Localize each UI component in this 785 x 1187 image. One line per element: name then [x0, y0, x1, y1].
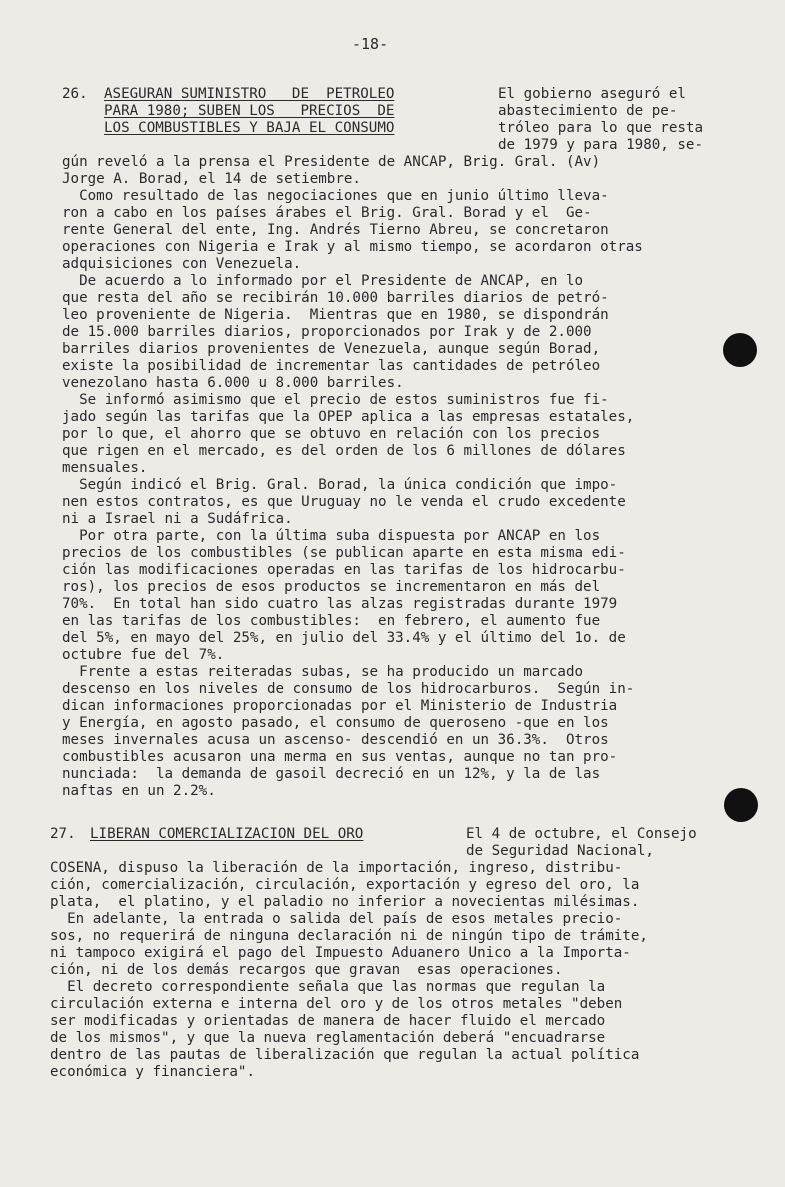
item-26-intro-line: de 1979 y para 1980, se- [498, 137, 703, 153]
item-26-body-line: por lo que, el ahorro que se obtuvo en relación con los precios [62, 426, 601, 442]
item-26-body-line: de 15.000 barriles diarios, proporcionados por Irak y de 2.000 [62, 324, 592, 340]
item-26-body-line: leo proveniente de Nigeria. Mientras que en 1980, se dispondrán [62, 307, 609, 323]
punch-hole [724, 788, 758, 822]
item-26-body-line: Según indicó el Brig. Gral. Borad, la única condición que impo- [62, 477, 618, 493]
item-26-body-line: ción las modificaciones operadas en las tarifas de los hidrocarbu- [62, 562, 626, 578]
item-26-body-line: del 5%, en mayo del 25%, en julio del 33.4% y el último del 1o. de [62, 630, 626, 646]
item-27-body-line: En adelante, la entrada o salida del país de esos metales precio- [50, 911, 623, 927]
item-26-body-line: precios de los combustibles (se publican aparte en esta misma edi- [62, 545, 626, 561]
item-26-body-line: existe la posibilidad de incrementar las cantidades de petróleo [62, 358, 601, 374]
item-26-body-line: combustibles acusaron una merma en sus ventas, aunque no tan pro- [62, 749, 618, 765]
item-27-body-line: económica y financiera". [50, 1064, 255, 1080]
item-26-body-line: barriles diarios provenientes de Venezuela, aunque según Borad, [62, 341, 601, 357]
item-26-intro-line: abastecimiento de pe- [498, 103, 678, 119]
item-27-body-line: ción, ni de los demás recargos que gravan esas operaciones. [50, 962, 563, 978]
item-26-body-line: mensuales. [62, 460, 148, 476]
item-26-heading-line: ASEGURAN SUMINISTRO DE PETROLEO [104, 86, 395, 102]
item-27-body-line: ción, comercialización, circulación, exportación y egreso del oro, la [50, 877, 640, 893]
item-27-body-line: plata, el platino, y el paladio no inferior a novecientas milésimas. [50, 894, 640, 910]
item-26-body-line: Se informó asimismo que el precio de estos suministros fue fi- [62, 392, 609, 408]
item-26-intro-line: tróleo para lo que resta [498, 120, 703, 136]
item-26-body-line: Como resultado de las negociaciones que en junio último lleva- [62, 188, 609, 204]
item-27-body-line: El decreto correspondiente señala que las normas que regulan la [50, 979, 606, 995]
item-26-body-line: nunciada: la demanda de gasoil decreció en un 12%, y la de las [62, 766, 601, 782]
item-26-body-line: adquisiciones con Venezuela. [62, 256, 302, 272]
item-26-body-line: jado según las tarifas que la OPEP aplica a las empresas estatales, [62, 409, 635, 425]
item-26-body-line: rente General del ente, Ing. Andrés Tierno Abreu, se concretaron [62, 222, 609, 238]
item-26-body-line: ros), los precios de esos productos se incrementaron en más del [62, 579, 601, 595]
item-26-heading-line: LOS COMBUSTIBLES Y BAJA EL CONSUMO [104, 120, 395, 136]
item-26-body-line: que resta del año se recibirán 10.000 barriles diarios de petró- [62, 290, 609, 306]
item-26-heading-line: PARA 1980; SUBEN LOS PRECIOS DE [104, 103, 395, 119]
page-number: -18- [352, 35, 389, 53]
item-26-body-line: gún reveló a la prensa el Presidente de ANCAP, Brig. Gral. (Av) [62, 154, 601, 170]
item-27-number: 27. [50, 826, 76, 842]
item-26-body-line: venezolano hasta 6.000 u 8.000 barriles. [62, 375, 404, 391]
item-26-body-line: naftas en un 2.2%. [62, 783, 216, 799]
item-27-heading: LIBERAN COMERCIALIZACION DEL ORO [90, 826, 364, 842]
item-26-body-line: 70%. En total han sido cuatro las alzas registradas durante 1979 [62, 596, 618, 612]
item-26-body-line: ni a Israel ni a Sudáfrica. [62, 511, 293, 527]
item-27-body-line: de los mismos", y que la nueva reglamentación deberá "encuadrarse [50, 1030, 606, 1046]
item-26-body-line: ron a cabo en los países árabes el Brig. Gral. Borad y el Ge- [62, 205, 592, 221]
item-27-body-line: COSENA, dispuso la liberación de la importación, ingreso, distribu- [50, 860, 623, 876]
item-26-body-line: meses invernales acusa un ascenso- descendió en un 36.3%. Otros [62, 732, 609, 748]
item-26-body-line: Jorge A. Borad, el 14 de setiembre. [62, 171, 361, 187]
item-27-body-line: dentro de las pautas de liberalización que regulan la actual política [50, 1047, 640, 1063]
punch-hole [723, 333, 757, 367]
item-27-body-line: circulación externa e interna del oro y de los otros metales "deben [50, 996, 623, 1012]
item-27-intro-line: El 4 de octubre, el Consejo [466, 826, 697, 842]
item-27-body-line: ni tampoco exigirá el pago del Impuesto Aduanero Unico a la Importa- [50, 945, 631, 961]
item-27-body-line: ser modificadas y orientadas de manera de hacer fluido el mercado [50, 1013, 606, 1029]
item-26-body-line: que rigen en el mercado, es del orden de los 6 millones de dólares [62, 443, 626, 459]
item-26-body-line: descenso en los niveles de consumo de los hidrocarburos. Según in- [62, 681, 635, 697]
item-26-body-line: en las tarifas de los combustibles: en febrero, el aumento fue [62, 613, 601, 629]
item-27-body-line: sos, no requerirá de ninguna declaración ni de ningún tipo de trámite, [50, 928, 648, 944]
item-26-body-line: Por otra parte, con la última suba dispuesta por ANCAP en los [62, 528, 601, 544]
item-26-number: 26. [62, 86, 88, 102]
item-26-body-line: nen estos contratos, es que Uruguay no le venda el crudo excedente [62, 494, 626, 510]
item-26-body-line: dican informaciones proporcionadas por el Ministerio de Industria [62, 698, 618, 714]
item-26-body-line: y Energía, en agosto pasado, el consumo de queroseno -que en los [62, 715, 609, 731]
item-26-intro-line: El gobierno aseguró el [498, 86, 686, 102]
item-26-body-line: Frente a estas reiteradas subas, se ha producido un marcado [62, 664, 584, 680]
item-26-body-line: operaciones con Nigeria e Irak y al mismo tiempo, se acordaron otras [62, 239, 643, 255]
item-26-body-line: octubre fue del 7%. [62, 647, 225, 663]
item-26-body-line: De acuerdo a lo informado por el Presidente de ANCAP, en lo [62, 273, 584, 289]
item-27-intro-line: de Seguridad Nacional, [466, 843, 654, 859]
